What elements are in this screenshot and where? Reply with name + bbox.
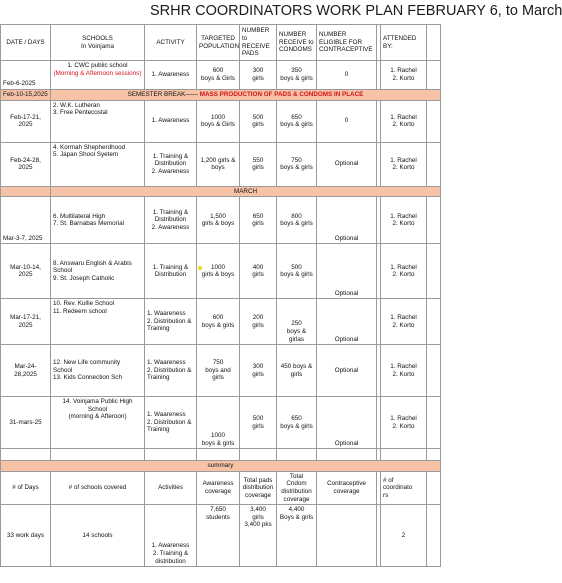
population-cell: 1000 boys & Girls [197,100,240,142]
march-row [1,186,441,197]
summary-activities: 1. Awareness 2. Training & distribution [145,505,197,567]
summary-awareness-header: Awareness coverage [197,471,240,504]
population-cell: 1,500 girls & boys [197,197,240,244]
summary-awareness: 7,650 students [197,505,240,567]
contraceptive-cell: Optional [317,397,377,449]
school-cell: 2. W.K. Lutheran 3. Free Pentecostal [51,100,145,142]
condoms-cell: 650 boys & girls [277,100,317,142]
school-cell: 1. CWC public school (Morning & Afternoon sessions) [51,61,145,90]
highlight-mark [198,266,202,270]
spacer-row [1,449,441,461]
pads-cell: 500 girls [240,100,277,142]
summary-schools: 14 schools [51,505,145,567]
attended-cell: 1. Rachel 2. Korto [381,100,427,142]
activity-cell: 1. Awareness [145,61,197,90]
table-row [1,142,441,186]
session-note: (Morning & Afternoon sessions) [53,69,142,77]
summary-pads-header: Total pads distribution coverage [240,471,277,504]
table-row [1,61,441,90]
activity-cell: 1. Training & Distribution 2. Awareness [145,197,197,244]
header-activity: ACTIVITY [145,25,197,61]
attended-cell: 1. Rachel 2. Korto [381,345,427,397]
date-cell: Mar-10-14, 2025 [1,244,51,299]
summary-header-row [1,471,441,504]
header-population: TARGETED POPULATION [197,25,240,61]
summary-row [1,461,441,472]
page-title: SRHR COORDINATORS WORK PLAN FEBRUARY 6, to March [150,3,562,19]
condoms-cell: 250 boys & girlas [277,299,317,345]
contraceptive-cell: 0 [317,100,377,142]
pads-cell: 650 girls [240,197,277,244]
march-banner: MARCH [51,186,441,197]
semester-break-row [1,90,441,101]
summary-condoms: 4,400 Boys & girls [277,505,317,567]
population-cell: 600 boys & girls [197,299,240,345]
summary-days-header: # of Days [1,471,51,504]
contraceptive-cell: Optional [317,299,377,345]
table-row [1,100,441,142]
table-row [1,397,441,449]
population-cell: 1000 boys & girls [197,397,240,449]
pads-cell: 300 girls [240,61,277,90]
contraceptive-cell: Optional [317,142,377,186]
school-cell: 14. Voinjama Public High School (morning & Afteroon) [51,397,145,449]
date-cell: Mar-3-7, 2025 [1,197,51,244]
summary-coordinators-header: # of coordinato rs [381,471,427,504]
school-cell: 12. New Life community School 13. Kids Connection Sch [51,345,145,397]
attended-cell: 1. Rachel 2. Korto [381,142,427,186]
summary-banner: summary [1,461,441,472]
summary-values-row [1,505,441,567]
summary-pads: 3,400 girls 3,400 pks [240,505,277,567]
attended-cell: 1. Rachel 2. Korto [381,61,427,90]
attended-cell: 1. Rachel 2. Korto [381,299,427,345]
pads-cell: 300 girls [240,345,277,397]
condoms-cell: 800 boys & girls [277,197,317,244]
work-plan-table [0,24,441,567]
condoms-cell: 500 boys & girls [277,244,317,299]
semester-break-banner: SEMESTER BREAK—— MASS PRODUCTION OF PADS & CONDOMS IN PLACE [51,90,441,101]
population-cell: 1,200 girls & boys [197,142,240,186]
condoms-cell: 350 boys & girls [277,61,317,90]
pads-cell: 550 girls [240,142,277,186]
summary-condoms-header: Total Cndom distribution coverage [277,471,317,504]
pads-cell: 500 girls [240,397,277,449]
header-condoms: NUMBER RECEIVE to CONDOMS [277,25,317,61]
summary-activities-header: Activities [145,471,197,504]
contraceptive-cell: Optional [317,345,377,397]
school-cell: 6. Multilateral High 7. St. Barnabas Memorial [51,197,145,244]
contraceptive-cell: 0 [317,61,377,90]
school-cell: 4. Kormah Shepherdhood 5. Japan Shool Syetem [51,142,145,186]
contraceptive-cell: Optional [317,197,377,244]
population-cell: 1000 girls & boys [197,244,240,299]
condoms-cell: 750 boys & girls [277,142,317,186]
table-row [1,197,441,244]
activity-cell: 1. Waareness 2. Distribution & Training [145,345,197,397]
pads-cell: 400 girls [240,244,277,299]
activity-cell: 1. Training & Distribution 2. Awareness [145,142,197,186]
date-cell: Mar-17-21, 2025 [1,299,51,345]
header-pads: NUMBER to RECEIVE PADS [240,25,277,61]
header-date: DATE / DAYS [1,25,51,61]
activity-cell: 1. Waareness 2. Distribution & Training [145,299,197,345]
date-cell: Feb-17-21, 2025 [1,100,51,142]
condoms-cell: 650 boys & girls [277,397,317,449]
school-cell: 8. Answaru English & Arabis School 9. St. Joseph Catholic [51,244,145,299]
condoms-cell: 450 boys & girls [277,345,317,397]
pads-cell: 200 girls [240,299,277,345]
activity-cell: 1. Training & Distribution [145,244,197,299]
attended-cell: 1. Rachel 2. Korto [381,244,427,299]
date-cell: Feb-10-15,2025 [1,90,51,101]
header-schools: SCHOOLS In Voinjama [51,25,145,61]
header-contraceptive: NUMBER ELIGIBLE FOR CONTRACEPTIVE [317,25,377,61]
summary-schools-header: # of schools covered [51,471,145,504]
date-cell: 31-mars-25 [1,397,51,449]
attended-cell: 1. Rachel 2. Korto [381,197,427,244]
population-cell: 600 boys & Girls [197,61,240,90]
table-row [1,299,441,345]
summary-days: 33 work days [1,505,51,567]
activity-cell: 1. Waareness 2. Distribution & Training [145,397,197,449]
summary-coordinators: 2 [381,505,427,567]
header-row [1,25,441,61]
date-cell: Feb-6-2025 [1,61,51,90]
table-row [1,244,441,299]
attended-cell: 1. Rachel 2. Korto [381,397,427,449]
contraceptive-cell: Optional [317,244,377,299]
population-cell: 750 boys and girls [197,345,240,397]
activity-cell: 1. Awareness [145,100,197,142]
date-cell: Feb-24-28, 2025 [1,142,51,186]
date-cell: Mar-24- 28,2025 [1,345,51,397]
school-cell: 10. Rev. Kullie School 11. Redeem school [51,299,145,345]
summary-contraceptive-header: Contraceptive coverage [317,471,377,504]
table-row [1,345,441,397]
header-attended: ATTENDED BY: [381,25,427,61]
